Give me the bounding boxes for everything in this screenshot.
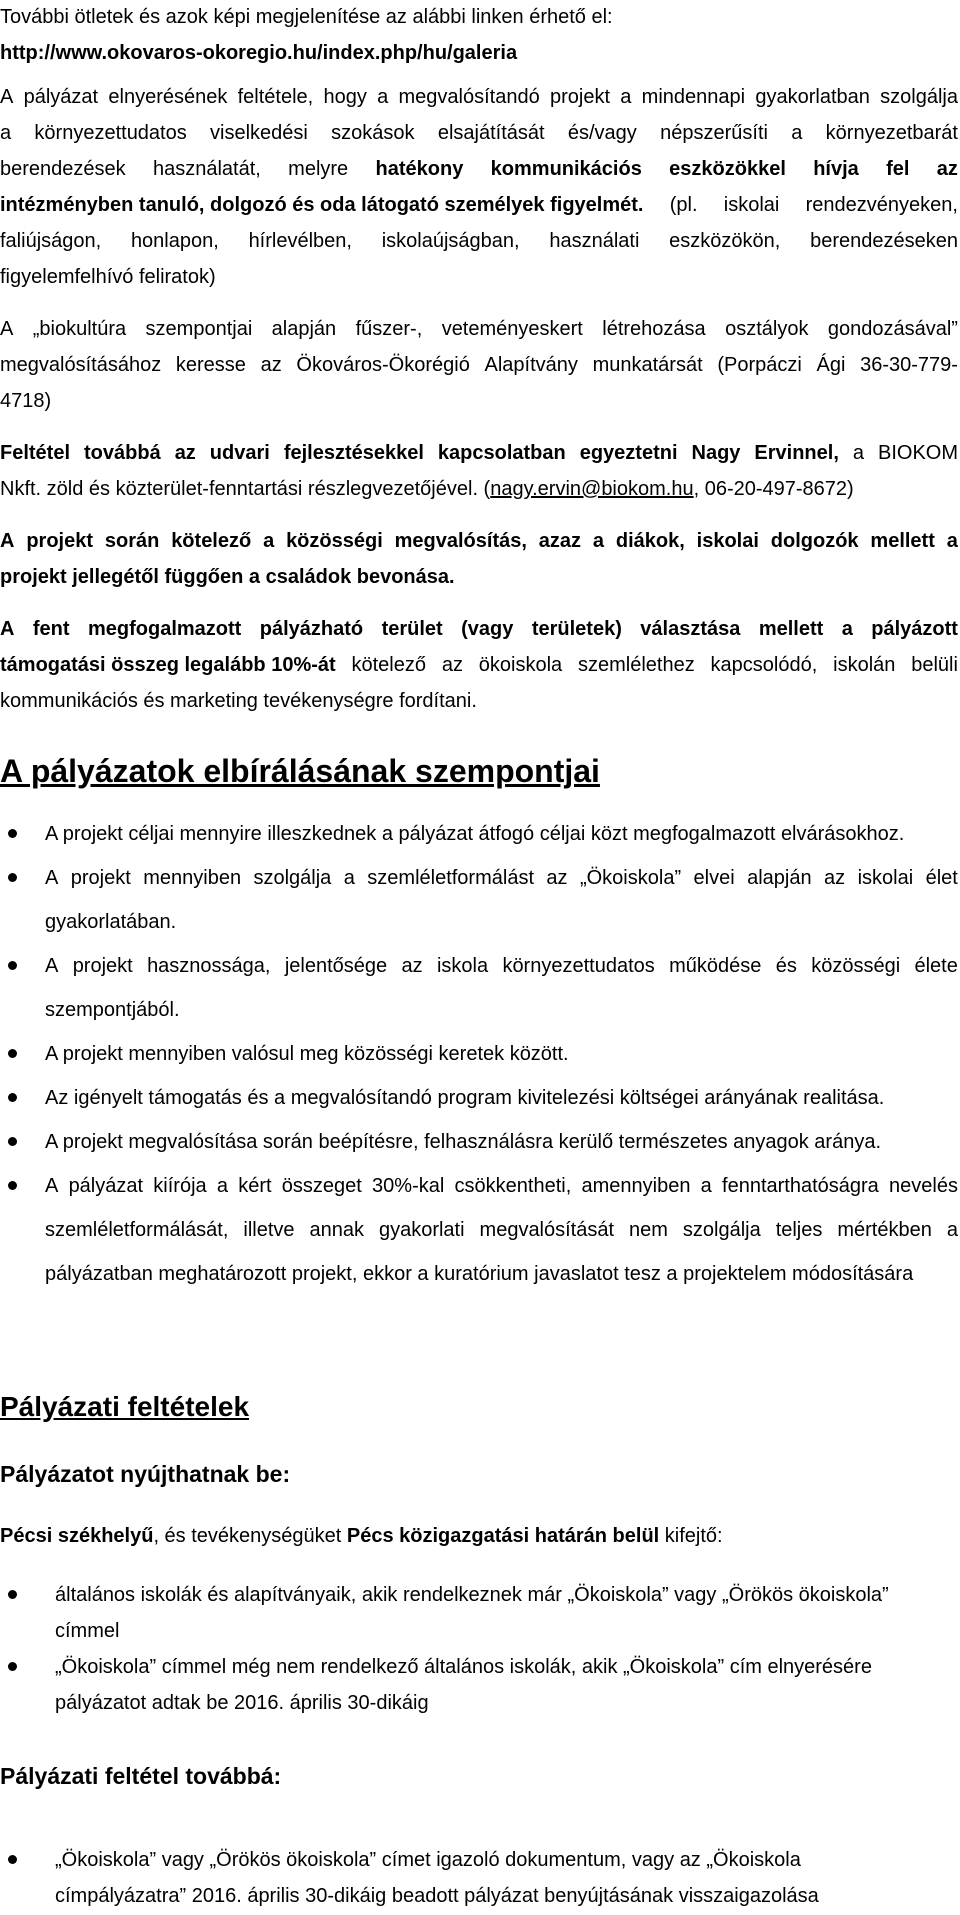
word: honlapon, xyxy=(130,230,219,252)
word: „Ökoiskola” xyxy=(579,867,682,889)
list-item: címpályázatra” 2016. április 30-dikáig beadott pályázat benyújtásának visszaigazolása xyxy=(55,1885,819,1907)
word: udvari xyxy=(209,442,270,464)
bullet-icon xyxy=(8,1181,17,1190)
word: Ági xyxy=(816,354,846,376)
word: kapcsolatban xyxy=(437,442,566,464)
word: iskolai xyxy=(857,867,914,889)
word: során xyxy=(104,530,160,552)
paragraph-line xyxy=(0,228,958,254)
word: projekt xyxy=(26,530,93,552)
paragraph-line xyxy=(0,440,958,466)
paragraph-line: intézményben tanuló, dolgozó és oda látogató személyek figyelmét. (pl. iskolai rendezvényeken, xyxy=(0,194,958,216)
paragraph-line xyxy=(0,352,958,378)
word: a xyxy=(946,1219,958,1241)
word: ökoiskola xyxy=(478,654,563,676)
paragraph-line xyxy=(0,156,958,182)
word: veteményeskert xyxy=(441,318,583,340)
word: szemlélethez xyxy=(578,654,695,676)
word: és xyxy=(775,955,797,977)
word: pályázat xyxy=(23,86,99,108)
word: projekt xyxy=(70,867,131,889)
emphasis-text: intézményben tanuló, dolgozó és oda látogató személyek figyelmét. xyxy=(0,194,644,216)
word: melyre xyxy=(288,158,349,180)
section-heading: A pályázatok elbírálásának szempontjai xyxy=(0,753,600,789)
word: keresse xyxy=(175,354,246,376)
intro-text: További ötletek és azok képi megjelenítése az alábbi linken érhető el: xyxy=(0,6,613,28)
paragraph-line: 4718) xyxy=(0,390,52,412)
word: iskolai xyxy=(723,194,780,216)
word: fel xyxy=(886,158,910,180)
word: használatát, xyxy=(152,158,261,180)
paragraph-line: Pécsi székhelyű, és tevékenységüket Pécs közigazgatási határán belül kifejtő: xyxy=(0,1525,723,1547)
word: a xyxy=(620,86,632,108)
word: hívja xyxy=(813,158,859,180)
word: az xyxy=(401,955,423,977)
word: fejlesztésekkel xyxy=(283,442,424,464)
list-item: pályázatot adtak be 2016. április 30-dikáig xyxy=(55,1692,429,1714)
word: szolgálja xyxy=(880,86,958,108)
word: hogy xyxy=(323,86,367,108)
word: gyakorlati xyxy=(378,1219,465,1241)
word: Ökováros-Ökorégió xyxy=(296,354,470,376)
word: A xyxy=(0,86,14,108)
word: (vagy xyxy=(461,618,514,640)
word: a xyxy=(343,867,355,889)
word: fent xyxy=(32,618,70,640)
word: amennyiben xyxy=(581,1175,691,1197)
word: iskolán xyxy=(833,654,896,676)
section-heading: Pályázati feltételek xyxy=(0,1391,250,1422)
word: A xyxy=(0,618,15,640)
word: élete xyxy=(914,955,958,977)
word: az xyxy=(936,158,958,180)
word: faliújságon, xyxy=(0,230,102,252)
bullet-icon xyxy=(8,1093,17,1102)
word: a xyxy=(841,618,853,640)
subsection-heading: Pályázati feltétel továbbá: xyxy=(0,1763,282,1789)
word: szempontjai xyxy=(145,318,253,340)
bullet-icon xyxy=(8,961,17,970)
paragraph-line: Nkft. zöld és közterület-fenntartási részlegvezetőjével. (nagy.ervin@biokom.hu, 06-20-497-8672) xyxy=(0,478,854,500)
word: szemléletformálást xyxy=(367,867,534,889)
word: kiírója xyxy=(153,1175,207,1197)
word: A xyxy=(0,530,15,552)
word: rendezvényeken, xyxy=(805,194,958,216)
word: területek) xyxy=(531,618,622,640)
word: gyakorlatban xyxy=(755,86,870,108)
paragraph-line xyxy=(0,120,958,146)
word: a xyxy=(216,1175,228,1197)
word: kötelező xyxy=(171,530,252,552)
word: közösségi xyxy=(811,955,901,977)
list-item xyxy=(45,1217,958,1243)
word: a xyxy=(592,530,605,552)
word: Feltétel xyxy=(0,442,71,464)
list-item: A projekt céljai mennyire illeszkednek a pályázat átfogó céljai közt megfogalmazott elvárásokhoz. xyxy=(45,823,905,845)
word: diákok, xyxy=(615,530,685,552)
word: annak xyxy=(309,1219,364,1241)
word: Alapítvány xyxy=(484,354,578,376)
word: A xyxy=(45,955,59,977)
email-link[interactable]: nagy.ervin@biokom.hu xyxy=(490,478,694,500)
word: pályázott xyxy=(871,618,958,640)
word: csökkentheti, xyxy=(454,1175,572,1197)
word: feltétele, xyxy=(237,86,314,108)
word: hírlevélben, xyxy=(248,230,352,252)
list-item xyxy=(45,865,958,891)
word: iskolai xyxy=(696,530,759,552)
word: jelentősége xyxy=(284,955,388,977)
word: projekt xyxy=(549,86,611,108)
paragraph-line: projekt jellegétől függően a családok bevonása. xyxy=(0,566,455,588)
word: 30%-kal xyxy=(372,1175,445,1197)
bullet-icon xyxy=(8,1137,17,1146)
word: A xyxy=(45,867,59,889)
bullet-icon xyxy=(8,873,17,882)
word: berendezések xyxy=(0,158,126,180)
word: mellett xyxy=(758,618,824,640)
word: egyeztetni xyxy=(579,442,678,464)
list-item: címmel xyxy=(55,1620,120,1642)
word: az xyxy=(174,442,196,464)
list-item: „Ökoiskola” címmel még nem rendelkező általános iskolák, akik „Ökoiskola” cím elnyerésére xyxy=(55,1656,872,1678)
word: azaz xyxy=(538,530,582,552)
word: Ervinnel, xyxy=(754,442,839,464)
word: nem xyxy=(629,1219,668,1241)
word: a xyxy=(852,442,864,464)
paragraph-line xyxy=(0,528,958,554)
word: A xyxy=(45,1175,59,1197)
word: környezettudatos xyxy=(34,122,187,144)
bullet-icon xyxy=(8,1855,17,1864)
paragraph-line: támogatási összeg legalább 10%-át kötelező az ökoiskola szemlélethez kapcsolódó, iskolán belüli xyxy=(0,654,958,676)
word: működése xyxy=(669,955,762,977)
word: az xyxy=(260,354,282,376)
word: munkatársát xyxy=(592,354,703,376)
word: összeget xyxy=(281,1175,362,1197)
word: 36-30-779- xyxy=(860,354,958,376)
word: környezetbarát xyxy=(825,122,958,144)
list-item xyxy=(45,953,958,979)
word: élet xyxy=(925,867,958,889)
bullet-icon xyxy=(8,1662,17,1671)
subsection-heading: Pályázatot nyújthatnak be: xyxy=(0,1461,291,1487)
word: Nagy xyxy=(691,442,741,464)
word: a xyxy=(263,530,275,552)
word: fenntarthatóságra xyxy=(722,1175,879,1197)
word: a xyxy=(0,122,12,144)
word: kért xyxy=(238,1175,272,1197)
word: szolgálja xyxy=(253,867,332,889)
word: eszközökkel xyxy=(669,158,786,180)
word: nevelés xyxy=(889,1175,958,1197)
bullet-icon xyxy=(8,829,17,838)
word: hasznossága, xyxy=(147,955,271,977)
word: népszerűsíti xyxy=(660,122,768,144)
word: megvalósítás, xyxy=(394,530,527,552)
word: megvalósításához xyxy=(0,354,162,376)
list-item: gyakorlatában. xyxy=(45,911,177,933)
word: „biokultúra xyxy=(32,318,127,340)
word: megvalósítását xyxy=(479,1219,615,1241)
paragraph-line: figyelemfelhívó feliratok) xyxy=(0,266,216,288)
list-item: „Ökoiskola” vagy „Örökös ökoiskola” címet igazoló dokumentum, vagy az „Ökoiskola xyxy=(55,1849,801,1871)
word: viselkedési xyxy=(210,122,308,144)
word: szokások xyxy=(331,122,415,144)
word: illetve xyxy=(243,1219,295,1241)
word: használati xyxy=(549,230,640,252)
paragraph-line xyxy=(0,84,958,110)
word: pályázat xyxy=(68,1175,144,1197)
word: elsajátítását xyxy=(437,122,545,144)
word: teljes xyxy=(775,1219,823,1241)
word: berendezéseken xyxy=(810,230,958,252)
word: fűszer-, xyxy=(355,318,423,340)
word: belüli xyxy=(911,654,958,676)
word: környezettudatos xyxy=(502,955,655,977)
word: az xyxy=(441,654,463,676)
word: hatékony xyxy=(375,158,464,180)
word: a xyxy=(700,1175,712,1197)
word: gondozásával” xyxy=(827,318,958,340)
word: iskola xyxy=(436,955,489,977)
word: az xyxy=(546,867,568,889)
word: pályázható xyxy=(259,618,364,640)
word: a xyxy=(946,530,958,552)
word: a xyxy=(791,122,803,144)
word: szemléletformálását, xyxy=(45,1219,229,1241)
word: alapján xyxy=(271,318,337,340)
word: mindennapi xyxy=(641,86,746,108)
word: alapján xyxy=(747,867,812,889)
word: mennyiben xyxy=(143,867,242,889)
word: az xyxy=(824,867,846,889)
word: megvalósítandó xyxy=(398,86,540,108)
word: iskolaújságban, xyxy=(381,230,520,252)
paragraph-line: kommunikációs és marketing tevékenységre fordítani. xyxy=(0,690,477,712)
word: szolgálja xyxy=(682,1219,761,1241)
word: (Porpáczi xyxy=(717,354,802,376)
word: A xyxy=(0,318,14,340)
word: mellett xyxy=(870,530,935,552)
word: elnyerésének xyxy=(108,86,228,108)
list-item xyxy=(45,1173,958,1199)
word: kapcsolódó, xyxy=(710,654,818,676)
word: kötelező xyxy=(351,654,426,676)
list-item: pályázatban meghatározott projekt, ekkor a kuratórium javaslatot tesz a projektelem módosítására xyxy=(45,1263,914,1285)
word: és/vagy xyxy=(567,122,637,144)
word: eszközökön, xyxy=(669,230,781,252)
list-item: szempontjából. xyxy=(45,999,180,1021)
word: elvei xyxy=(693,867,735,889)
word: mértékben xyxy=(837,1219,932,1241)
paragraph-line xyxy=(0,616,958,642)
paragraph-line xyxy=(0,316,958,342)
bullet-icon xyxy=(8,1590,17,1599)
word: osztályok xyxy=(725,318,809,340)
list-item: általános iskolák és alapítványaik, akik rendelkeznek már „Ökoiskola” vagy „Örökös ökoiskola” xyxy=(55,1584,889,1606)
word: választása xyxy=(640,618,741,640)
list-item: A projekt megvalósítása során beépítésre, felhasználásra kerülő természetes anyagok aránya. xyxy=(45,1131,882,1153)
word: kommunikációs xyxy=(490,158,642,180)
word: továbbá xyxy=(84,442,161,464)
word: projekt xyxy=(72,955,133,977)
word: a xyxy=(377,86,389,108)
word: közösségi xyxy=(286,530,383,552)
gallery-link[interactable]: http://www.okovaros-okoregio.hu/index.php/hu/galeria xyxy=(0,42,518,64)
word: megfogalmazott xyxy=(88,618,242,640)
word: terület xyxy=(381,618,443,640)
word: létrehozása xyxy=(602,318,706,340)
word: dolgozók xyxy=(770,530,859,552)
word: BIOKOM xyxy=(877,442,958,464)
list-item: A projekt mennyiben valósul meg közösségi keretek között. xyxy=(45,1043,569,1065)
list-item: Az igényelt támogatás és a megvalósítandó program kivitelezési költségei arányának realitása. xyxy=(45,1087,885,1109)
bullet-icon xyxy=(8,1049,17,1058)
